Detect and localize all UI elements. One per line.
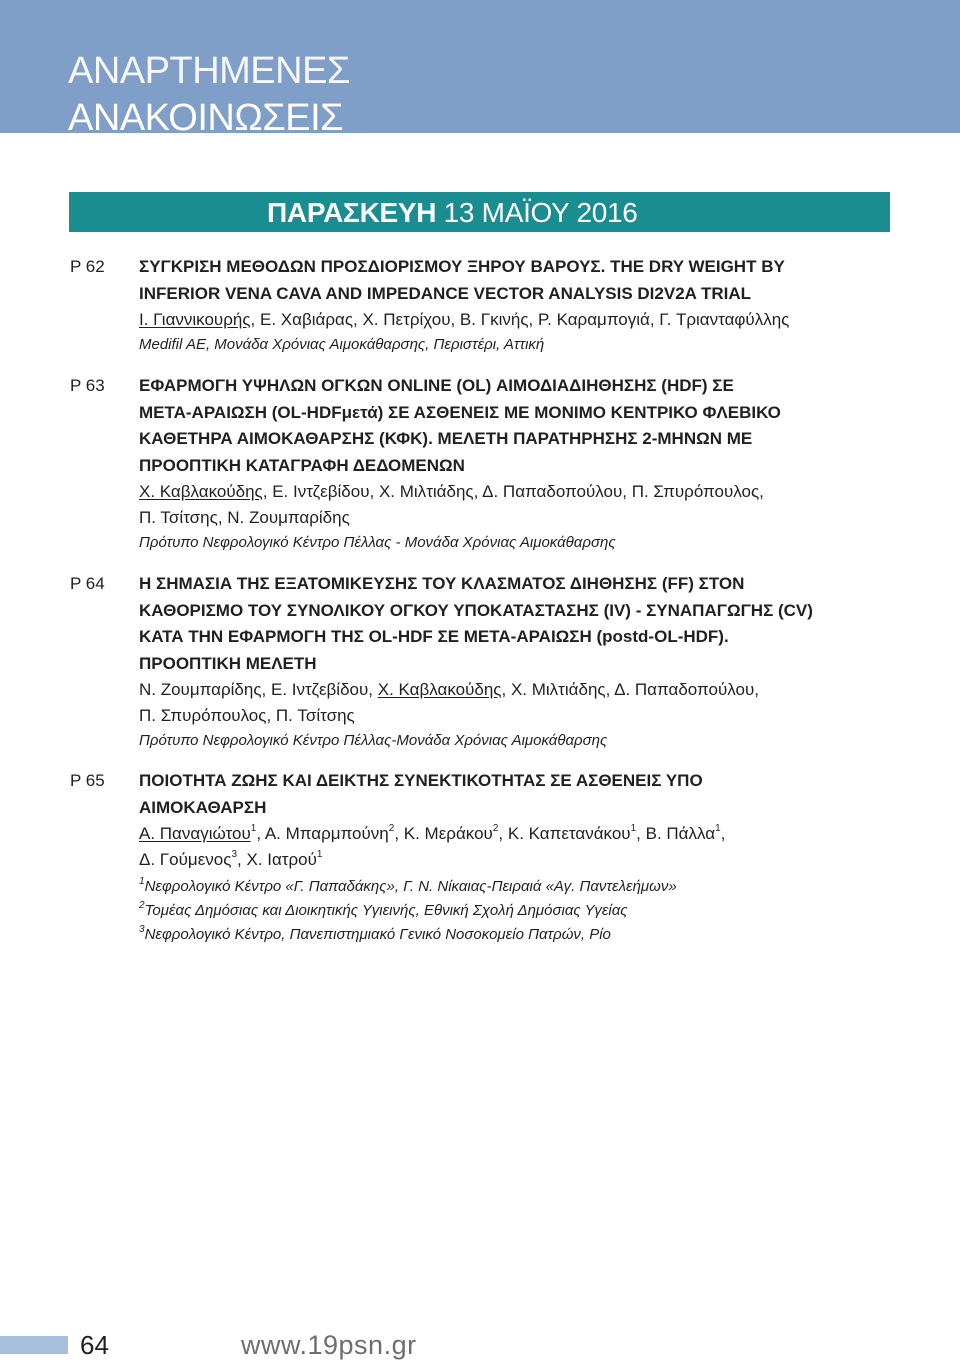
abstract-title-line: ΕΦΑΡΜΟΓΗ ΥΨΗΛΩΝ ΟΓΚΩΝ ONLINE (OL) ΑΙΜΟΔΙΑΔΙΗΘΗΣΗΣ (HDF) ΣΕ xyxy=(139,376,734,395)
affiliation-marker: 1 xyxy=(250,823,257,835)
abstract-title-line: ΣΥΓΚΡΙΣΗ ΜΕΘΟΔΩΝ ΠΡΟΣΔΙΟΡΙΣΜΟΥ ΞΗΡΟΥ ΒΑΡΟΥΣ. THE DRY WEIGHT BY xyxy=(139,257,785,276)
abstract-title-line: Η ΣΗΜΑΣΙΑ ΤΗΣ ΕΞΑΤΟΜΙΚΕΥΣΗΣ ΤΟΥ ΚΛΑΣΜΑΤΟΣ ΔΙΗΘΗΣΗΣ (FF) ΣΤΟΝ xyxy=(139,574,745,593)
abstract-code: P 65 xyxy=(70,771,105,790)
abstract-body xyxy=(139,254,899,357)
abstract-title-line: ΚΑΤΑ ΤΗΝ ΕΦΑΡΜΟΓΗ ΤΗΣ OL-HDF ΣΕ ΜΕΤΑ-ΑΡΑΙΩΣΗ (postd-OL-HDF). xyxy=(139,627,729,646)
affiliation-text: Νεφρολογικό Κέντρο «Γ. Παπαδάκης», Γ. Ν. Νίκαιας-Πειραιά «Αγ. Παντελεήμων» xyxy=(144,878,677,895)
abstract-title-line: ΜΕΤΑ-ΑΡΑΙΩΣΗ (OL-HDFμετά) ΣΕ ΑΣΘΕΝΕΙΣ ΜΕ ΜΟΝΙΜΟ ΚΕΝΤΡΙΚΟ ΦΛΕΒΙΚΟ xyxy=(139,402,781,422)
abstract-authors xyxy=(139,677,899,703)
abstract-title-line: ΚΑΘΟΡΙΣΜΟ ΤΟΥ ΣΥΝΟΛΙΚΟΥ ΟΓΚΟΥ ΥΠΟΚΑΤΑΣΤΑΣΗΣ (IV) - ΣΥΝΑΠΑΓΩΓΗΣ (CV) xyxy=(139,600,813,620)
section-title-line2: ΑΝΑΚΟΙΝΩΣΕΙΣ xyxy=(68,97,344,139)
affiliation-marker: 1 xyxy=(715,823,721,835)
co-author: Δ. Γούμενος xyxy=(139,850,232,869)
affiliation-marker: 3 xyxy=(231,849,237,861)
co-authors: Ν. Ζουμπαρίδης, Ε. Ιντζεβίδου, xyxy=(139,680,378,699)
abstract-affiliation: Πρότυπο Νεφρολογικό Κέντρο Πέλλας - Μονάδα Χρόνιας Αιμοκάθαρσης xyxy=(139,534,616,551)
abstract-code: P 63 xyxy=(70,376,105,395)
presenting-author: Α. Παναγιώτου xyxy=(139,824,251,843)
footer-accent-bar xyxy=(0,1336,68,1354)
co-author: , Χ. Ιατρού xyxy=(237,850,317,869)
abstract-title-line: ΑΙΜΟΚΑΘΑΡΣΗ xyxy=(139,797,267,817)
day-banner xyxy=(69,192,890,232)
co-authors: , Χ. Μιλτιάδης, Δ. Παπαδοπούλου, xyxy=(501,680,759,699)
abstract-title-line: ΠΟΙΟΤΗΤΑ ΖΩΗΣ ΚΑΙ ΔΕΙΚΤΗΣ ΣΥΝΕΚΤΙΚΟΤΗΤΑΣ ΣΕ ΑΣΘΕΝΕΙΣ ΥΠΟ xyxy=(139,771,703,790)
presenting-author: Χ. Καβλακούδης xyxy=(139,482,263,501)
footer-website: www.19psn.gr xyxy=(241,1330,417,1360)
affiliation-marker: 1 xyxy=(139,876,145,887)
co-author: , Κ. Μεράκου xyxy=(394,824,493,843)
day-banner-text xyxy=(267,192,638,232)
abstract-body xyxy=(139,571,899,753)
abstract-authors xyxy=(139,821,899,847)
affiliation-text: Νεφρολογικό Κέντρο, Πανεπιστημιακό Γενικό Νοσοκομείο Πατρών, Ρίο xyxy=(144,926,611,943)
abstract-title-line: ΠΡΟΟΠΤΙΚΗ ΜΕΛΕΤΗ xyxy=(139,653,317,673)
day-date: 13 ΜΑΪΟΥ 2016 xyxy=(443,197,638,228)
presenting-author: Ι. Γιαννικουρής xyxy=(139,310,251,329)
co-authors: Π. Σπυρόπουλος, Π. Τσίτσης xyxy=(139,706,355,725)
co-author: , Α. Μπαρμπούνη xyxy=(256,824,389,843)
presenting-author: Χ. Καβλακούδης xyxy=(377,680,502,699)
header-band xyxy=(0,0,960,139)
abstract-title-line: ΚΑΘΕΤΗΡΑ ΑΙΜΟΚΑΘΑΡΣΗΣ (ΚΦΚ). ΜΕΛΕΤΗ ΠΑΡΑΤΗΡΗΣΗΣ 2-ΜΗΝΩΝ ΜΕ xyxy=(139,429,753,448)
abstract-title-line: ΠΡΟΟΠΤΙΚΗ ΚΑΤΑΓΡΑΦΗ ΔΕΔΟΜΕΝΩΝ xyxy=(139,455,465,475)
co-authors: Π. Τσίτσης, Ν. Ζουμπαρίδης xyxy=(139,508,350,527)
abstract-affiliation xyxy=(139,923,899,947)
abstract-affiliation: Πρότυπο Νεφρολογικό Κέντρο Πέλλας-Μονάδα Χρόνιας Αιμοκάθαρσης xyxy=(139,732,608,749)
abstract-authors xyxy=(139,847,899,873)
affiliation-marker: 2 xyxy=(388,823,395,835)
abstract-affiliation xyxy=(139,899,899,923)
abstract-title-line: INFERIOR VENA CAVA AND IMPEDANCE VECTOR ANALYSIS DI2V2A TRIAL xyxy=(139,283,752,303)
page-number: 64 xyxy=(80,1330,109,1360)
affiliation-marker: 2 xyxy=(139,900,145,911)
affiliation-text: Τομέας Δημόσιας και Διοικητικής Υγιεινής, Εθνική Σχολή Δημόσιας Υγείας xyxy=(144,902,628,919)
abstract-authors xyxy=(139,479,899,505)
co-author: , Β. Πάλλα xyxy=(636,824,716,843)
abstract-affiliation xyxy=(139,875,899,899)
abstract-code: P 62 xyxy=(70,257,105,276)
abstract-affiliation: Medifil AE, Μονάδα Χρόνιας Αιμοκάθαρσης, Περιστέρι, Αττική xyxy=(139,336,545,353)
co-author: , Κ. Καπετανάκου xyxy=(498,824,631,843)
abstract-body xyxy=(139,768,899,947)
abstract-authors xyxy=(139,307,899,333)
abstract-body xyxy=(139,373,899,555)
separator: , xyxy=(720,824,726,843)
abstract-authors xyxy=(139,703,899,729)
affiliation-marker: 1 xyxy=(316,849,323,861)
affiliation-marker: 3 xyxy=(139,924,145,935)
section-title-line1: ΑΝΑΡΤΗΜΕΝΕΣ xyxy=(68,50,350,92)
co-authors: , Ε. Ιντζεβίδου, Χ. Μιλτιάδης, Δ. Παπαδοπούλου, Π. Σπυρόπουλος, xyxy=(262,482,764,501)
co-authors: , Ε. Χαβιάρας, Χ. Πετρίχου, Β. Γκινής, Ρ. Καραμπογιά, Γ. Τριανταφύλλης xyxy=(250,310,790,329)
abstract-authors xyxy=(139,505,899,531)
affiliation-marker: 1 xyxy=(630,823,637,835)
affiliation-marker: 2 xyxy=(492,823,499,835)
day-weekday: ΠΑΡΑΣΚΕΥΗ xyxy=(267,197,437,228)
abstract-code: P 64 xyxy=(70,574,105,593)
